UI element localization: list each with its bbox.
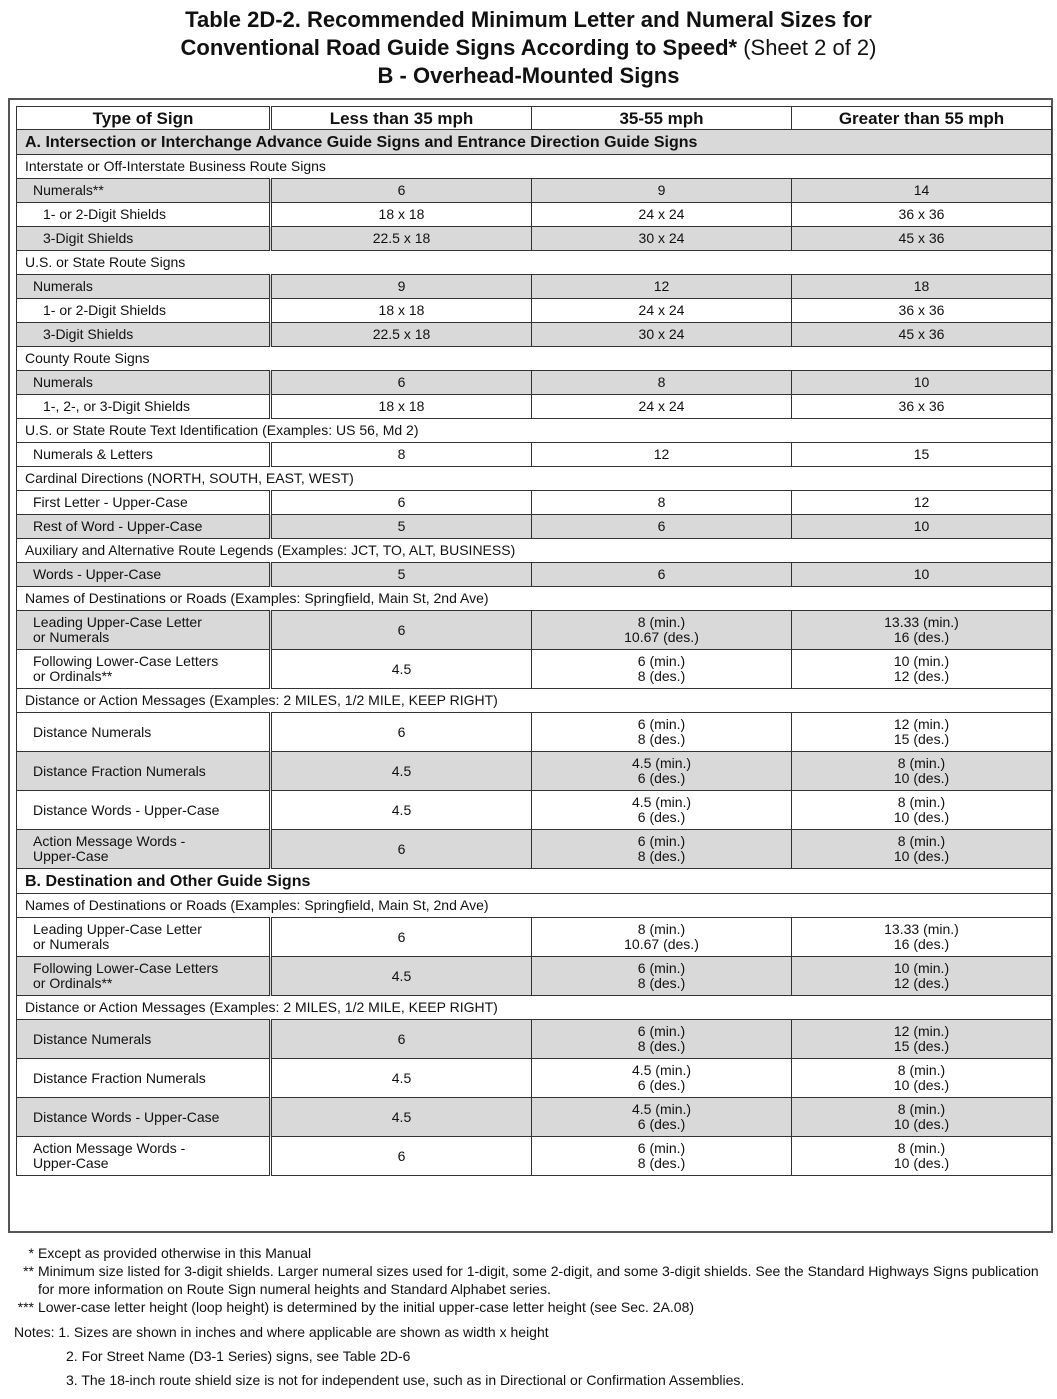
value-greater-than-55-text: 13.33 (min.) 16 (des.): [884, 614, 959, 645]
group-header-row: [17, 689, 1052, 713]
group-header-row: [17, 155, 1052, 179]
group-header: Auxiliary and Alternative Route Legends (Examples: JCT, TO, ALT, BUSINESS): [17, 539, 1052, 563]
value-35-55: [532, 563, 792, 587]
value-greater-than-55-text: 45 x 36: [898, 230, 945, 246]
note-1: Notes: 1. Sizes are shown in inches and where applicable are shown as width x height: [14, 1324, 549, 1340]
table-row: [17, 203, 1052, 227]
group-header-row: [17, 251, 1052, 275]
title-line-2-main: Conventional Road Guide Signs According to Speed*: [180, 35, 738, 60]
value-greater-than-55: [792, 791, 1052, 830]
value-less-than-35: [271, 918, 532, 957]
value-35-55-text: 6 (min.) 8 (des.): [637, 716, 686, 747]
value-greater-than-55-text: 8 (min.) 10 (des.): [893, 1140, 950, 1171]
sign-type-label: Numerals: [33, 278, 93, 294]
value-greater-than-55: [792, 515, 1052, 539]
table-row: [17, 323, 1052, 347]
value-less-than-35-text: 6: [397, 723, 406, 740]
value-greater-than-55: [792, 299, 1052, 323]
value-35-55: [532, 1059, 792, 1098]
value-less-than-35-text: 5: [397, 566, 406, 582]
value-greater-than-55-text: 18: [913, 278, 930, 294]
title-line-1: Table 2D-2. Recommended Minimum Letter and Numeral Sizes for: [185, 7, 872, 32]
value-less-than-35-text: 9: [397, 278, 406, 294]
value-35-55-text: 8: [657, 374, 666, 390]
value-less-than-35: [271, 563, 532, 587]
sign-type-label: Distance Words - Upper-Case: [33, 801, 220, 818]
footnote-list: [14, 1244, 1044, 1316]
value-greater-than-55: [792, 491, 1052, 515]
value-greater-than-55: [792, 371, 1052, 395]
section-header-row: [17, 130, 1052, 155]
value-greater-than-55-text: 14: [913, 182, 930, 198]
group-header-row: [17, 539, 1052, 563]
value-greater-than-55: [792, 1020, 1052, 1059]
value-35-55: [532, 515, 792, 539]
value-less-than-35: [271, 713, 532, 752]
value-less-than-35-text: 22.5 x 18: [372, 326, 431, 342]
value-less-than-35: [271, 650, 532, 689]
section-header-row: [17, 869, 1052, 894]
value-greater-than-55-text: 10 (min.) 12 (des.): [893, 653, 950, 684]
sign-type-cell: [17, 227, 271, 251]
value-35-55-text: 4.5 (min.) 6 (des.): [631, 794, 692, 825]
value-greater-than-55-text: 8 (min.) 10 (des.): [893, 1062, 950, 1093]
sign-type-label: 1- or 2-Digit Shields: [43, 206, 166, 222]
value-35-55: [532, 275, 792, 299]
value-greater-than-55-text: 8 (min.) 10 (des.): [893, 1101, 950, 1132]
header-less-than-35: Less than 35 mph: [271, 107, 532, 130]
sign-type-cell: [17, 443, 271, 467]
group-header-row: [17, 587, 1052, 611]
value-35-55-text: 6 (min.) 8 (des.): [637, 960, 686, 991]
sign-type-cell: [17, 1020, 271, 1059]
section-header: B. Destination and Other Guide Signs: [17, 869, 1052, 894]
value-greater-than-55-text: 36 x 36: [898, 206, 945, 222]
group-header: Distance or Action Messages (Examples: 2 MILES, 1/2 MILE, KEEP RIGHT): [17, 689, 1052, 713]
value-less-than-35: [271, 371, 532, 395]
value-less-than-35-text: 4.5: [391, 660, 412, 677]
sign-type-label: Numerals: [33, 374, 93, 390]
value-greater-than-55-text: 8 (min.) 10 (des.): [893, 794, 950, 825]
table-row: [17, 918, 1052, 957]
value-greater-than-55: [792, 1059, 1052, 1098]
value-greater-than-55: [792, 957, 1052, 996]
group-header-row: [17, 419, 1052, 443]
title-line-3: B - Overhead-Mounted Signs: [377, 63, 680, 88]
value-greater-than-55: [792, 443, 1052, 467]
value-less-than-35-text: 18 x 18: [378, 206, 425, 222]
value-less-than-35-text: 22.5 x 18: [372, 230, 431, 246]
footnote-text: Except as provided otherwise in this Manual: [38, 1245, 312, 1261]
sign-type-label: 1-, 2-, or 3-Digit Shields: [43, 398, 191, 414]
value-less-than-35: [271, 1020, 532, 1059]
value-greater-than-55-text: 36 x 36: [898, 398, 945, 414]
value-35-55: [532, 650, 792, 689]
value-greater-than-55: [792, 918, 1052, 957]
sign-type-cell: [17, 203, 271, 227]
note-3: 3. The 18-inch route shield size is not for independent use, such as in Directional or Confirmation Assemblies.: [66, 1372, 745, 1388]
value-greater-than-55: [792, 1137, 1052, 1176]
value-greater-than-55-text: 8 (min.) 10 (des.): [893, 833, 950, 864]
sign-type-cell: [17, 752, 271, 791]
value-less-than-35-text: 4.5: [391, 801, 412, 818]
sign-type-label: 3-Digit Shields: [43, 230, 134, 246]
value-35-55: [532, 1020, 792, 1059]
value-35-55: [532, 203, 792, 227]
sign-type-cell: [17, 611, 271, 650]
table-row: [17, 179, 1052, 203]
value-less-than-35: [271, 299, 532, 323]
sign-type-label: Following Lower-Case Letters or Ordinals**: [33, 960, 219, 991]
value-less-than-35: [271, 275, 532, 299]
table-row: [17, 443, 1052, 467]
value-less-than-35: [271, 227, 532, 251]
sign-type-cell: [17, 650, 271, 689]
table-row: [17, 650, 1052, 689]
table-row: [17, 395, 1052, 419]
sign-type-cell: [17, 179, 271, 203]
value-greater-than-55-text: 12: [913, 494, 930, 510]
value-greater-than-55-text: 8 (min.) 10 (des.): [893, 755, 950, 786]
table-row: [17, 713, 1052, 752]
sign-type-cell: [17, 515, 271, 539]
value-35-55: [532, 752, 792, 791]
header-greater-than-55: Greater than 55 mph: [792, 107, 1052, 130]
value-less-than-35-text: 6: [397, 621, 406, 638]
value-greater-than-55-text: 12 (min.) 15 (des.): [893, 1023, 950, 1054]
value-35-55-text: 30 x 24: [638, 326, 685, 342]
value-35-55-text: 4.5 (min.) 6 (des.): [631, 1101, 692, 1132]
sign-type-label: Leading Upper-Case Letter or Numerals: [33, 614, 202, 645]
table-row: [17, 830, 1052, 869]
footnote-mark: ***: [17, 1299, 34, 1315]
sign-type-cell: [17, 491, 271, 515]
value-greater-than-55: [792, 395, 1052, 419]
table-title: [0, 6, 1057, 90]
value-35-55-text: 6: [657, 518, 666, 534]
group-header: Names of Destinations or Roads (Examples: Springfield, Main St, 2nd Ave): [17, 587, 1052, 611]
sign-type-label: Action Message Words - Upper-Case: [33, 1140, 186, 1171]
value-35-55: [532, 830, 792, 869]
sign-type-label: Distance Words - Upper-Case: [33, 1108, 220, 1125]
sign-type-cell: [17, 1098, 271, 1137]
value-35-55-text: 8 (min.) 10.67 (des.): [624, 614, 699, 645]
value-35-55-text: 6 (min.) 8 (des.): [637, 833, 686, 864]
title-line-2: [0, 34, 1057, 62]
value-35-55-text: 6 (min.) 8 (des.): [637, 1023, 686, 1054]
value-35-55: [532, 713, 792, 752]
value-35-55: [532, 918, 792, 957]
sign-type-cell: [17, 1137, 271, 1176]
group-header: U.S. or State Route Signs: [17, 251, 1052, 275]
table-row: [17, 491, 1052, 515]
header-type-of-sign: Type of Sign: [17, 107, 271, 130]
sign-type-label: Following Lower-Case Letters or Ordinals**: [33, 653, 219, 684]
value-less-than-35-text: 4.5: [391, 1108, 412, 1125]
value-greater-than-55: [792, 713, 1052, 752]
value-less-than-35: [271, 611, 532, 650]
value-less-than-35: [271, 752, 532, 791]
sign-type-cell: [17, 323, 271, 347]
sign-type-label: Rest of Word - Upper-Case: [33, 518, 203, 534]
table-row: [17, 752, 1052, 791]
value-35-55: [532, 371, 792, 395]
value-greater-than-55: [792, 203, 1052, 227]
value-35-55-text: 24 x 24: [638, 398, 685, 414]
value-35-55: [532, 323, 792, 347]
value-35-55: [532, 1137, 792, 1176]
value-35-55-text: 4.5 (min.) 6 (des.): [631, 1062, 692, 1093]
value-less-than-35: [271, 957, 532, 996]
sign-size-table: [16, 106, 1052, 1176]
sign-type-label: Action Message Words - Upper-Case: [33, 833, 186, 864]
value-less-than-35-text: 6: [397, 494, 406, 510]
value-greater-than-55-text: 10 (min.) 12 (des.): [893, 960, 950, 991]
group-header: Names of Destinations or Roads (Examples: Springfield, Main St, 2nd Ave): [17, 894, 1052, 918]
sign-type-label: 1- or 2-Digit Shields: [43, 302, 166, 318]
group-header-row: [17, 467, 1052, 491]
value-35-55-text: 9: [657, 182, 666, 198]
value-35-55-text: 6 (min.) 8 (des.): [637, 1140, 686, 1171]
value-greater-than-55: [792, 1098, 1052, 1137]
sign-type-label: Leading Upper-Case Letter or Numerals: [33, 921, 202, 952]
sign-type-label: First Letter - Upper-Case: [33, 494, 188, 510]
sign-type-cell: [17, 275, 271, 299]
group-header: Distance or Action Messages (Examples: 2 MILES, 1/2 MILE, KEEP RIGHT): [17, 996, 1052, 1020]
value-less-than-35-text: 6: [397, 374, 406, 390]
value-less-than-35: [271, 203, 532, 227]
sign-type-label: Words - Upper-Case: [33, 566, 162, 582]
sign-type-cell: [17, 299, 271, 323]
value-less-than-35-text: 6: [397, 840, 406, 857]
value-35-55: [532, 611, 792, 650]
table-row: [17, 957, 1052, 996]
value-less-than-35-text: 4.5: [391, 1069, 412, 1086]
table-body: [17, 130, 1052, 1176]
value-less-than-35-text: 5: [397, 518, 406, 534]
sign-type-cell: [17, 563, 271, 587]
table-row: [17, 611, 1052, 650]
value-less-than-35: [271, 515, 532, 539]
value-35-55-text: 8 (min.) 10.67 (des.): [624, 921, 699, 952]
value-less-than-35: [271, 179, 532, 203]
group-header-row: [17, 894, 1052, 918]
footnote: [14, 1244, 1044, 1262]
value-less-than-35-text: 6: [397, 182, 406, 198]
value-35-55-text: 6 (min.) 8 (des.): [637, 653, 686, 684]
value-greater-than-55: [792, 650, 1052, 689]
notes: [14, 1320, 1044, 1392]
value-greater-than-55-text: 10: [913, 374, 930, 390]
value-less-than-35-text: 8: [397, 446, 406, 462]
group-header: U.S. or State Route Text Identification (Examples: US 56, Md 2): [17, 419, 1052, 443]
table-row: [17, 563, 1052, 587]
value-35-55: [532, 1098, 792, 1137]
value-greater-than-55: [792, 179, 1052, 203]
footnote-text: Lower-case letter height (loop height) is determined by the initial upper-case letter height (see Sec. 2A.08): [38, 1299, 695, 1315]
value-greater-than-55-text: 10: [913, 566, 930, 582]
value-35-55: [532, 227, 792, 251]
footnote-mark: *: [28, 1245, 34, 1261]
value-less-than-35: [271, 1059, 532, 1098]
sign-type-cell: [17, 918, 271, 957]
value-greater-than-55: [792, 830, 1052, 869]
value-greater-than-55-text: 13.33 (min.) 16 (des.): [884, 921, 959, 952]
footnote: [14, 1298, 1044, 1316]
group-header-row: [17, 996, 1052, 1020]
value-greater-than-55-text: 45 x 36: [898, 326, 945, 342]
footnote-text: Minimum size listed for 3-digit shields. Larger numeral sizes used for 1-digit, some 2-digit, and some 3-digit shields. See the Standard Highways Signs publication for more information on Route Sign numeral heights and Standard Alphabet series.: [38, 1263, 1039, 1297]
sign-type-label: Distance Numerals: [33, 723, 152, 740]
footnote-mark: **: [23, 1263, 34, 1279]
table-row: [17, 791, 1052, 830]
value-greater-than-55: [792, 611, 1052, 650]
table-row: [17, 1098, 1052, 1137]
note-2: 2. For Street Name (D3-1 Series) signs, see Table 2D-6: [66, 1348, 411, 1364]
table-row: [17, 371, 1052, 395]
value-35-55-text: 12: [653, 446, 670, 462]
value-less-than-35-text: 4.5: [391, 762, 412, 779]
value-less-than-35: [271, 395, 532, 419]
sign-type-cell: [17, 1059, 271, 1098]
sign-type-cell: [17, 371, 271, 395]
table-row: [17, 1059, 1052, 1098]
value-greater-than-55: [792, 275, 1052, 299]
value-less-than-35-text: 6: [397, 928, 406, 945]
sign-type-cell: [17, 830, 271, 869]
group-header: Interstate or Off-Interstate Business Route Signs: [17, 155, 1052, 179]
value-less-than-35-text: 4.5: [391, 967, 412, 984]
section-header: A. Intersection or Interchange Advance Guide Signs and Entrance Direction Guide Signs: [17, 130, 1052, 155]
sign-type-cell: [17, 713, 271, 752]
value-35-55: [532, 179, 792, 203]
table-row: [17, 1137, 1052, 1176]
sign-type-label: Distance Fraction Numerals: [33, 762, 206, 779]
value-greater-than-55-text: 36 x 36: [898, 302, 945, 318]
value-35-55-text: 24 x 24: [638, 302, 685, 318]
value-greater-than-55-text: 10: [913, 518, 930, 534]
value-less-than-35-text: 18 x 18: [378, 398, 425, 414]
value-less-than-35: [271, 491, 532, 515]
value-greater-than-55-text: 15: [913, 446, 930, 462]
table-row: [17, 1020, 1052, 1059]
value-35-55: [532, 957, 792, 996]
header-35-55: 35-55 mph: [532, 107, 792, 130]
value-less-than-35: [271, 791, 532, 830]
value-greater-than-55: [792, 563, 1052, 587]
table-row: [17, 227, 1052, 251]
sign-type-label: 3-Digit Shields: [43, 326, 134, 342]
value-greater-than-55: [792, 752, 1052, 791]
table-row: [17, 299, 1052, 323]
sign-type-cell: [17, 957, 271, 996]
value-less-than-35-text: 6: [397, 1147, 406, 1164]
group-header: Cardinal Directions (NORTH, SOUTH, EAST, WEST): [17, 467, 1052, 491]
value-less-than-35-text: 18 x 18: [378, 302, 425, 318]
header-row: [17, 107, 1052, 130]
value-35-55: [532, 443, 792, 467]
footnotes: [14, 1244, 1044, 1392]
value-35-55: [532, 491, 792, 515]
value-35-55: [532, 299, 792, 323]
value-35-55-text: 30 x 24: [638, 230, 685, 246]
value-less-than-35: [271, 1137, 532, 1176]
value-35-55-text: 8: [657, 494, 666, 510]
value-greater-than-55: [792, 323, 1052, 347]
value-less-than-35: [271, 1098, 532, 1137]
value-less-than-35: [271, 443, 532, 467]
sign-type-label: Numerals & Letters: [33, 446, 153, 462]
value-less-than-35-text: 6: [397, 1030, 406, 1047]
footnote: [14, 1262, 1044, 1298]
value-35-55: [532, 791, 792, 830]
group-header-row: [17, 347, 1052, 371]
sign-type-label: Distance Fraction Numerals: [33, 1069, 206, 1086]
value-35-55-text: 24 x 24: [638, 206, 685, 222]
value-greater-than-55-text: 12 (min.) 15 (des.): [893, 716, 950, 747]
value-35-55: [532, 395, 792, 419]
sign-type-cell: [17, 395, 271, 419]
value-less-than-35: [271, 830, 532, 869]
group-header: County Route Signs: [17, 347, 1052, 371]
value-less-than-35: [271, 323, 532, 347]
table-row: [17, 515, 1052, 539]
sign-type-cell: [17, 791, 271, 830]
value-35-55-text: 4.5 (min.) 6 (des.): [631, 755, 692, 786]
value-35-55-text: 12: [653, 278, 670, 294]
title-line-2-sheet: (Sheet 2 of 2): [737, 35, 877, 60]
sign-type-label: Distance Numerals: [33, 1030, 152, 1047]
table-row: [17, 275, 1052, 299]
sign-type-label: Numerals**: [33, 182, 104, 198]
value-35-55-text: 6: [657, 566, 666, 582]
value-greater-than-55: [792, 227, 1052, 251]
